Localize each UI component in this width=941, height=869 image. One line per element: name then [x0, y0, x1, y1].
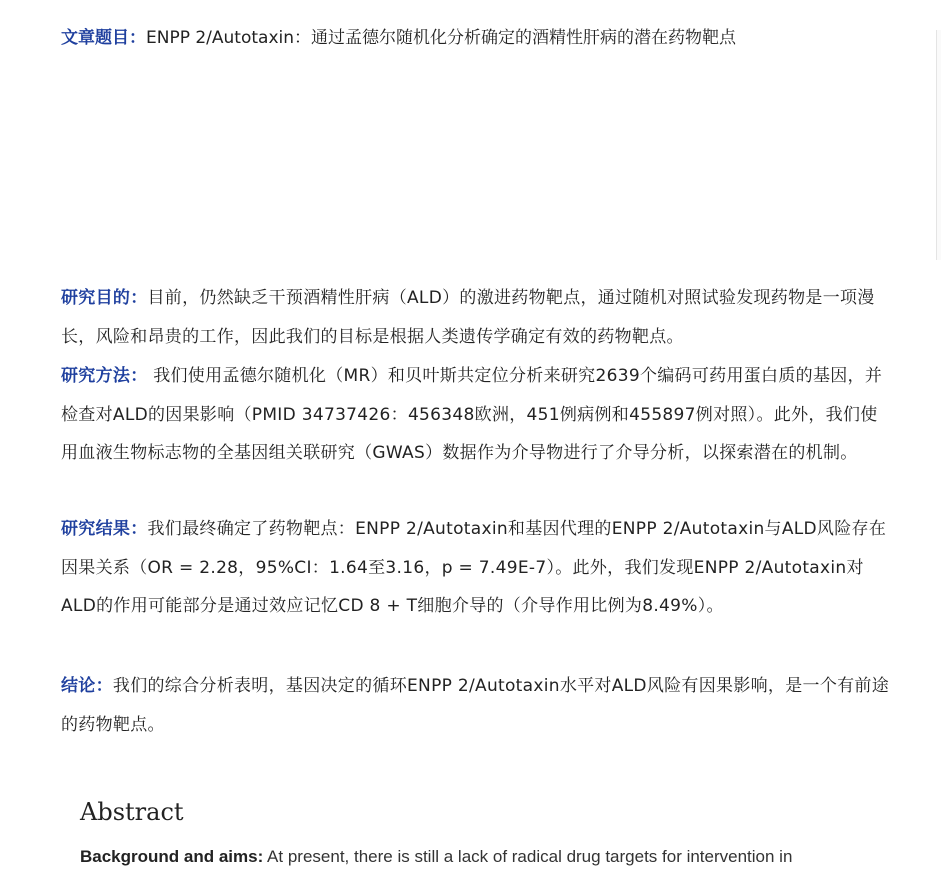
section-aim: [61, 279, 889, 356]
scrollbar[interactable]: [936, 30, 941, 260]
result-text: 我们最终确定了药物靶点：ENPP 2/Autotaxin和基因代理的ENPP 2/Autotaxin与ALD风险存在因果关系（OR = 2.28，95%CI：1.64至3.16，p = 7.49E-7）。此外，我们发现ENPP 2/Autotaxin对ALD的作用可能部分是通过效应记忆CD 8 + T细胞介导的（介导作用比例为8.49%）。: [61, 519, 887, 616]
conclusion-label: 结论：: [61, 676, 113, 696]
abstract-heading: Abstract: [80, 798, 184, 826]
section-conclusion: [61, 667, 889, 744]
article-title: [61, 26, 921, 50]
aim-label: 研究目的：: [61, 288, 148, 308]
background-text: At present, there is still a lack of radical drug targets for intervention in: [263, 847, 793, 866]
section-method: [61, 357, 889, 473]
section-result: [61, 510, 889, 626]
conclusion-text: 我们的综合分析表明，基因决定的循环ENPP 2/Autotaxin水平对ALD风险有因果影响，是一个有前途的药物靶点。: [61, 676, 890, 735]
background-label: Background and aims:: [80, 847, 264, 866]
title-label: 文章题目：: [61, 28, 146, 48]
aim-text: 目前，仍然缺乏干预酒精性肝病（ALD）的激进药物靶点，通过随机对照试验发现药物是一项漫长，风险和昂贵的工作，因此我们的目标是根据人类遗传学确定有效的药物靶点。: [61, 288, 875, 347]
result-label: 研究结果：: [61, 519, 148, 539]
title-text: ENPP 2/Autotaxin：通过孟德尔随机化分析确定的酒精性肝病的潜在药物靶点: [146, 28, 737, 48]
method-text: 我们使用孟德尔随机化（MR）和贝叶斯共定位分析来研究2639个编码可药用蛋白质的基因，并检查对ALD的因果影响（PMID 34737426：456348欧洲，451例病例和455897例对照）。此外，我们使用血液生物标志物的全基因组关联研究（GWAS）数据作为介导物进行了介导分析，以探索潜在的机制。: [61, 366, 883, 463]
abstract-background: [80, 845, 900, 869]
method-label: 研究方法：: [61, 366, 148, 386]
